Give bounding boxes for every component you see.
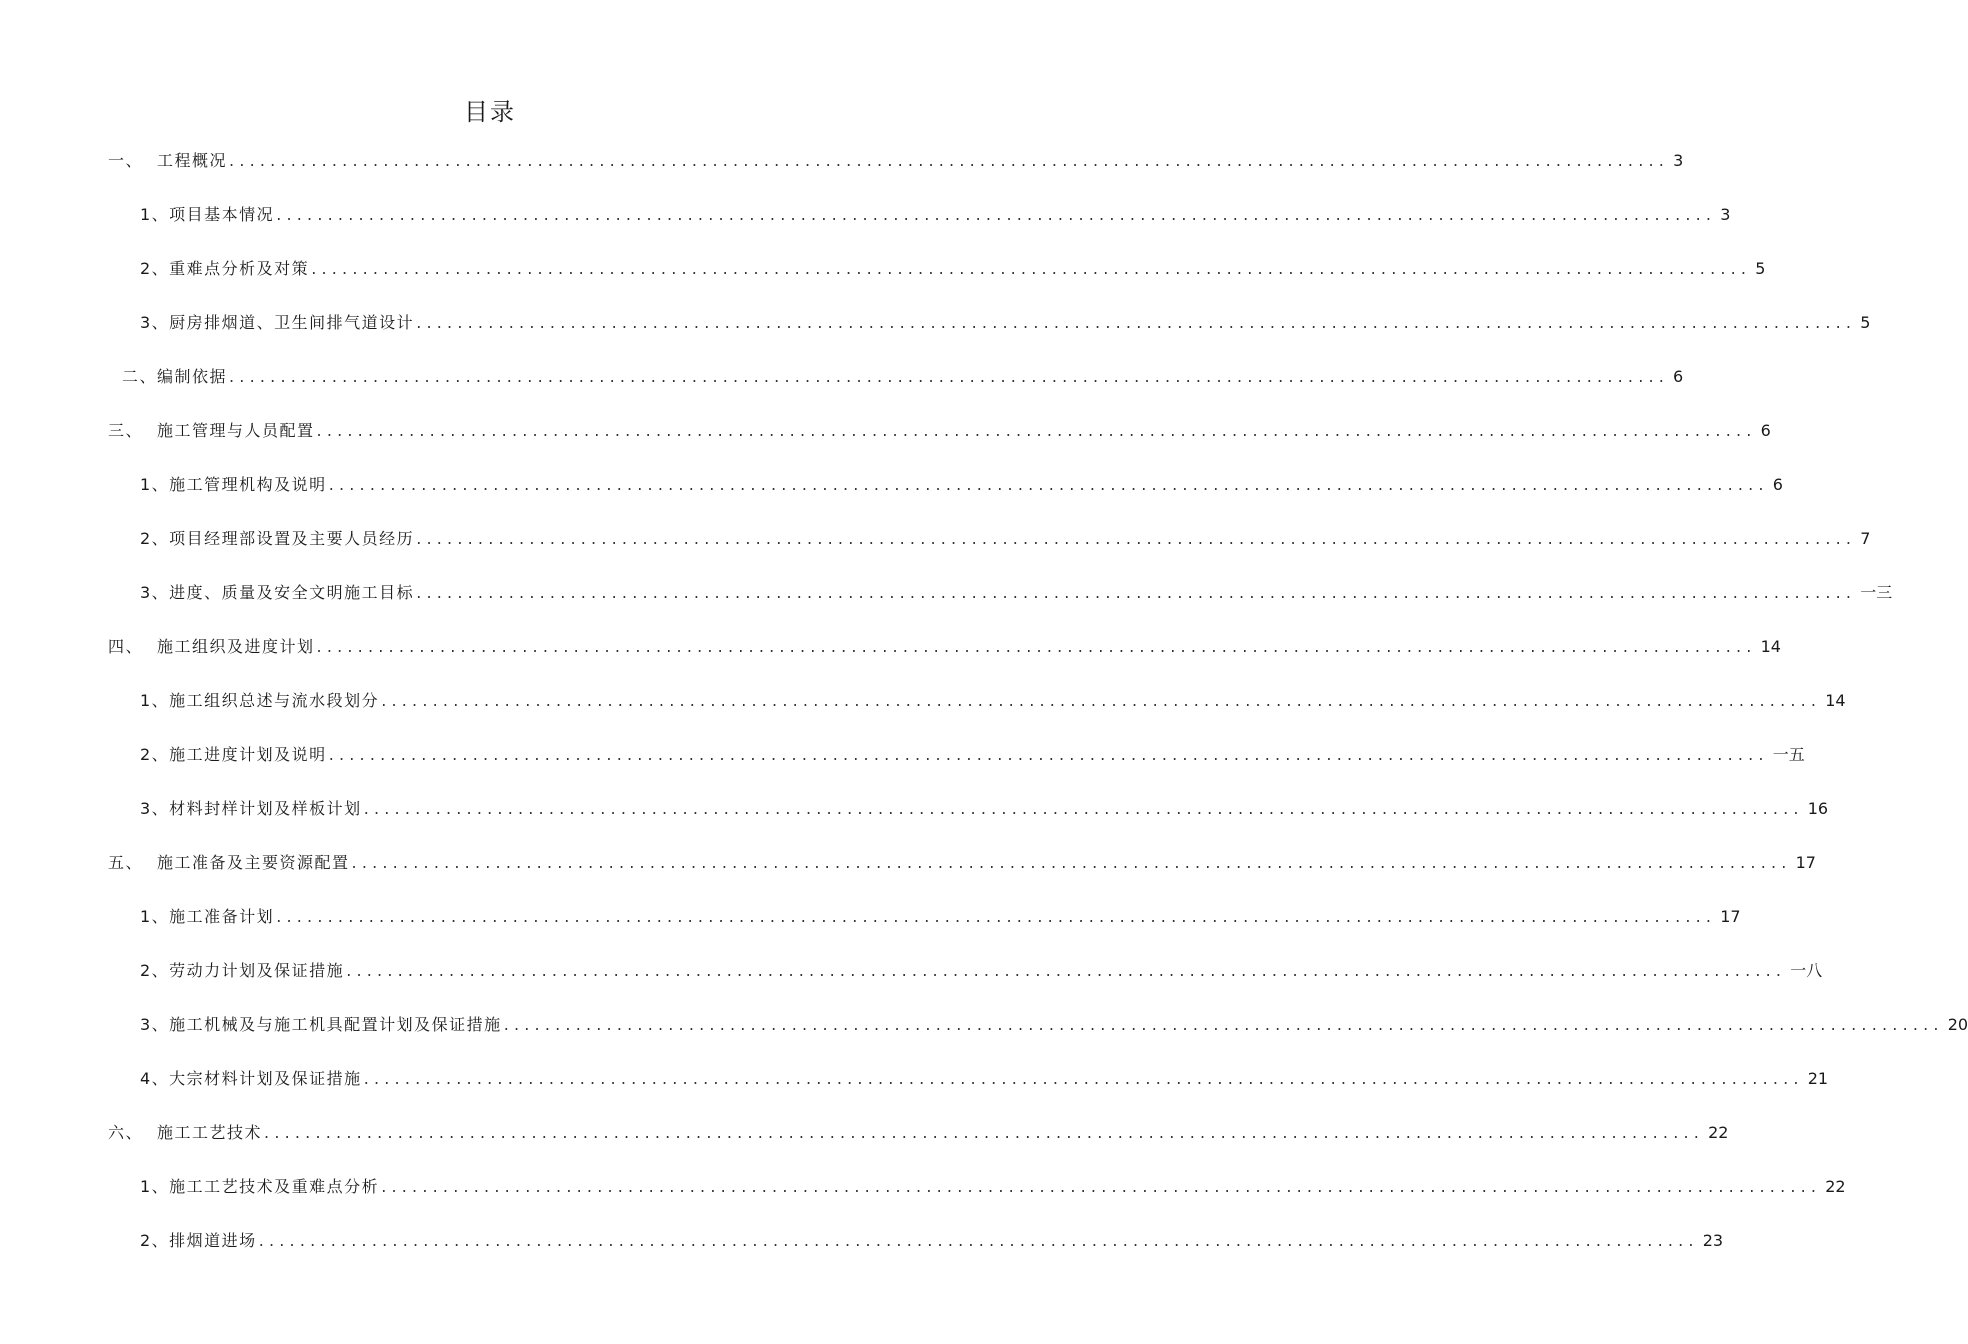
toc-entry-page: 20 (1947, 1015, 1968, 1034)
toc-dot-leader: ............................................................................................................................................ (328, 475, 1769, 494)
toc-entry[interactable] (108, 850, 1816, 904)
toc-entry-page: 5 (1860, 313, 1871, 332)
toc-dot-leader: ............................................................................................................................................ (351, 853, 1792, 872)
toc-entry[interactable] (108, 904, 1741, 958)
toc-entry-page: 3 (1720, 205, 1731, 224)
toc-dot-leader: ............................................................................................................................................ (416, 313, 1857, 332)
toc-entry-page: 23 (1702, 1231, 1724, 1250)
toc-entry-page: 3 (1673, 151, 1684, 170)
toc-entry-page: 6 (1673, 367, 1684, 386)
toc-entry-page: 14 (1825, 691, 1846, 710)
toc-entry-page: 17 (1795, 853, 1816, 872)
toc-entry-page: 6 (1760, 421, 1771, 440)
toc-entry[interactable] (108, 1228, 1724, 1282)
toc-entry-label: 2、排烟道进场 (140, 1231, 257, 1250)
toc-entry-page: 6 (1772, 475, 1783, 494)
toc-entry-label: 3、进度、质量及安全文明施工目标 (140, 583, 415, 602)
toc-entry-number: 三、 (108, 421, 144, 440)
toc-entry-label: 1、施工工艺技术及重难点分析 (140, 1177, 380, 1196)
toc-entry-number: 六、 (108, 1123, 144, 1142)
toc-entry-label: 3、厨房排烟道、卫生间排气道设计 (140, 313, 415, 332)
toc-dot-leader: ............................................................................................................................................ (264, 1123, 1705, 1142)
toc-entry-label: 二、编制依据 (122, 367, 228, 386)
toc-entry-number: 五、 (108, 853, 144, 872)
toc-entry[interactable] (108, 472, 1783, 526)
toc-list (108, 148, 1968, 1282)
toc-entry-label: 施工组织及进度计划 (157, 637, 315, 656)
toc-entry-label: 工程概况 (157, 151, 228, 170)
toc-dot-leader: ............................................................................................................................................ (328, 745, 1769, 764)
toc-entry[interactable] (108, 418, 1771, 472)
toc-dot-leader: ............................................................................................................................................ (276, 907, 1717, 926)
toc-entry[interactable] (108, 796, 1829, 850)
toc-entry-label: 施工工艺技术 (157, 1123, 263, 1142)
toc-entry[interactable] (108, 1174, 1846, 1228)
toc-entry-label: 1、施工组织总述与流水段划分 (140, 691, 380, 710)
toc-entry[interactable] (108, 742, 1805, 796)
toc-entry-page: 7 (1860, 529, 1871, 548)
toc-dot-leader: ............................................................................................................................................ (316, 637, 1757, 656)
toc-entry-label: 施工准备及主要资源配置 (157, 853, 350, 872)
toc-entry-page: 一五 (1772, 745, 1805, 764)
toc-dot-leader: ............................................................................................................................................ (229, 367, 1670, 386)
toc-entry-label: 1、施工准备计划 (140, 907, 275, 926)
toc-entry-page: 16 (1807, 799, 1829, 818)
toc-dot-leader: ............................................................................................................................................ (416, 529, 1857, 548)
toc-entry-label: 2、施工进度计划及说明 (140, 745, 327, 764)
toc-entry-label: 1、施工管理机构及说明 (140, 475, 327, 494)
toc-entry-page: 21 (1807, 1069, 1829, 1088)
toc-entry-label: 4、大宗材料计划及保证措施 (140, 1069, 362, 1088)
toc-entry-page: 一三 (1860, 583, 1893, 602)
toc-entry[interactable] (108, 256, 1766, 310)
toc-entry[interactable] (108, 202, 1731, 256)
toc-entry-page: 22 (1825, 1177, 1846, 1196)
toc-entry-label: 2、劳动力计划及保证措施 (140, 961, 345, 980)
toc-dot-leader: ............................................................................................................................................ (311, 259, 1752, 278)
toc-dot-leader: ............................................................................................................................................ (229, 151, 1670, 170)
toc-entry[interactable] (108, 148, 1684, 202)
toc-entry-label: 3、施工机械及与施工机具配置计划及保证措施 (140, 1015, 502, 1034)
toc-entry[interactable] (108, 580, 1893, 634)
toc-entry[interactable] (108, 364, 1684, 418)
toc-entry-label: 2、重难点分析及对策 (140, 259, 310, 278)
toc-dot-leader: ............................................................................................................................................ (381, 691, 1822, 710)
toc-entry[interactable] (108, 310, 1871, 364)
toc-entry[interactable] (108, 1012, 1968, 1066)
toc-title: 目录 (464, 98, 516, 126)
toc-entry[interactable] (108, 1120, 1729, 1174)
toc-entry[interactable] (108, 526, 1871, 580)
toc-entry-page: 5 (1755, 259, 1766, 278)
toc-entry-page: 22 (1708, 1123, 1729, 1142)
toc-entry-number: 一、 (108, 151, 144, 170)
toc-dot-leader: ............................................................................................................................................ (258, 1231, 1699, 1250)
toc-entry[interactable] (108, 634, 1781, 688)
toc-dot-leader: ............................................................................................................................................ (363, 1069, 1804, 1088)
toc-entry-label: 1、项目基本情况 (140, 205, 275, 224)
toc-dot-leader: ............................................................................................................................................ (381, 1177, 1822, 1196)
toc-dot-leader: ............................................................................................................................................ (363, 799, 1804, 818)
toc-entry-label: 施工管理与人员配置 (157, 421, 315, 440)
toc-entry-label: 3、材料封样计划及样板计划 (140, 799, 362, 818)
toc-entry-page: 17 (1720, 907, 1741, 926)
toc-entry[interactable] (108, 958, 1823, 1012)
toc-entry-page: 14 (1760, 637, 1781, 656)
toc-entry[interactable] (108, 1066, 1829, 1120)
toc-dot-leader: ............................................................................................................................................ (346, 961, 1787, 980)
toc-dot-leader: ............................................................................................................................................ (416, 583, 1857, 602)
toc-entry-number: 四、 (108, 637, 144, 656)
toc-dot-leader: ............................................................................................................................................ (276, 205, 1717, 224)
toc-entry[interactable] (108, 688, 1846, 742)
toc-entry-page: 一八 (1790, 961, 1823, 980)
toc-dot-leader: ............................................................................................................................................ (316, 421, 1757, 440)
toc-dot-leader: ............................................................................................................................................ (503, 1015, 1944, 1034)
toc-entry-label: 2、项目经理部设置及主要人员经历 (140, 529, 415, 548)
